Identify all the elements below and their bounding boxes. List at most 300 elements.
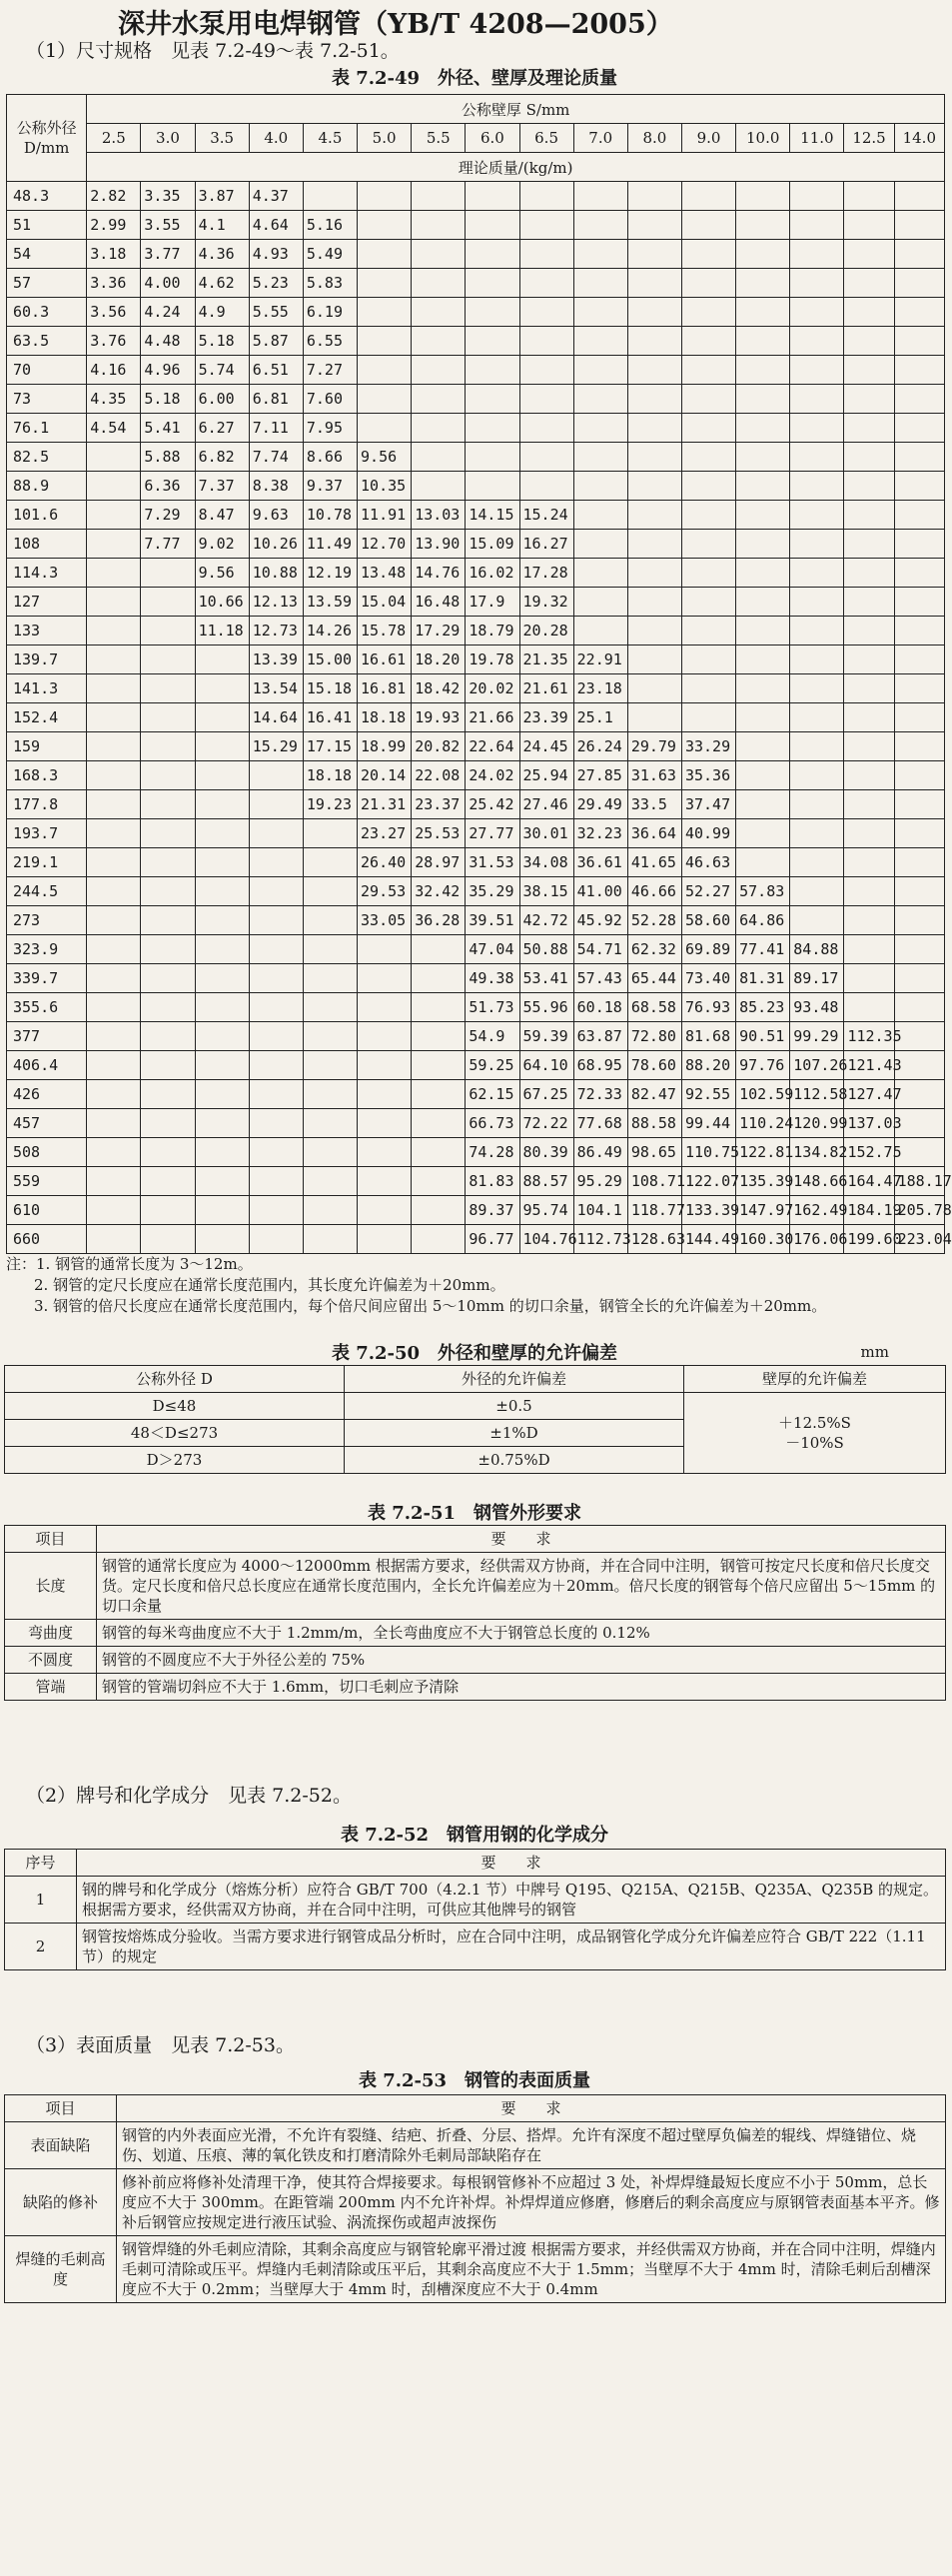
table-row	[7, 1022, 945, 1051]
mass-cell: 107.26	[790, 1051, 844, 1080]
mass-cell	[466, 472, 519, 501]
mass-cell: 62.32	[627, 935, 681, 964]
table-row	[7, 269, 945, 298]
document-title: 深井水泵用电焊钢管（YB/T 4208—2005）	[118, 9, 673, 40]
mass-cell: 122.81	[736, 1138, 790, 1167]
mass-cell	[303, 935, 357, 964]
outer-diameter-cell: 152.4	[7, 703, 87, 732]
mass-cell: 5.87	[249, 327, 303, 356]
mass-cell	[894, 414, 944, 443]
mass-cell	[573, 240, 627, 269]
mass-cell	[303, 1196, 357, 1225]
outer-diameter-cell: 133	[7, 617, 87, 645]
table-row	[7, 848, 945, 877]
mass-cell: 13.48	[358, 559, 412, 588]
mass-cell	[358, 1138, 412, 1167]
mass-cell	[736, 559, 790, 588]
table-row	[7, 790, 945, 819]
mass-cell: 6.00	[195, 385, 249, 414]
mass-cell	[627, 298, 681, 327]
mass-cell	[573, 327, 627, 356]
outer-diameter-cell: 426	[7, 1080, 87, 1109]
mass-cell	[195, 1051, 249, 1080]
mass-cell	[894, 819, 944, 848]
mass-cell: 3.76	[87, 327, 141, 356]
mass-cell: 27.85	[573, 761, 627, 790]
mass-cell: 137.03	[844, 1109, 894, 1138]
mass-cell: 52.28	[627, 906, 681, 935]
mass-cell	[195, 645, 249, 674]
mass-cell	[681, 269, 735, 298]
t53-header-item: 项目	[5, 2095, 117, 2122]
mass-cell	[894, 993, 944, 1022]
mass-cell	[249, 906, 303, 935]
table-row	[7, 1051, 945, 1080]
t51-item-3: 不圆度	[5, 1647, 97, 1674]
mass-cell	[681, 703, 735, 732]
mass-cell	[412, 993, 466, 1022]
mass-cell: 17.28	[519, 559, 573, 588]
table-row	[7, 1109, 945, 1138]
mass-cell: 152.75	[844, 1138, 894, 1167]
mass-cell: 20.82	[412, 732, 466, 761]
mass-cell	[844, 414, 894, 443]
wall-thickness-cell: 6.0	[466, 124, 519, 153]
t50-header-wall-tol: 壁厚的允许偏差	[684, 1366, 946, 1393]
mass-cell	[519, 327, 573, 356]
mass-cell: 16.48	[412, 588, 466, 617]
mass-cell	[790, 761, 844, 790]
mass-cell: 76.93	[681, 993, 735, 1022]
mass-cell: 77.41	[736, 935, 790, 964]
mass-cell	[790, 645, 844, 674]
mass-cell	[358, 269, 412, 298]
mass-cell	[466, 240, 519, 269]
mass-cell	[519, 182, 573, 211]
mass-cell: 16.81	[358, 674, 412, 703]
mass-cell	[894, 674, 944, 703]
outer-diameter-cell: 88.9	[7, 472, 87, 501]
mass-cell	[681, 240, 735, 269]
mass-cell: 49.38	[466, 964, 519, 993]
mass-cell	[790, 906, 844, 935]
mass-cell	[844, 327, 894, 356]
mass-cell: 18.20	[412, 645, 466, 674]
mass-cell	[195, 848, 249, 877]
mass-cell	[141, 732, 195, 761]
mass-cell	[894, 1138, 944, 1167]
wall-thickness-cell: 4.0	[249, 124, 303, 153]
mass-cell: 144.49	[681, 1225, 735, 1254]
outer-diameter-cell: 114.3	[7, 559, 87, 588]
mass-cell: 21.61	[519, 674, 573, 703]
mass-cell	[736, 848, 790, 877]
mass-cell	[249, 790, 303, 819]
mass-cell: 39.51	[466, 906, 519, 935]
outer-diameter-cell: 610	[7, 1196, 87, 1225]
section-3-heading: （3）表面质量 见表 7.2-53。	[26, 2034, 295, 2056]
mass-cell	[303, 993, 357, 1022]
mass-cell: 90.51	[736, 1022, 790, 1051]
mass-cell	[195, 1138, 249, 1167]
mass-cell	[790, 472, 844, 501]
mass-cell	[87, 1022, 141, 1051]
mass-cell	[519, 472, 573, 501]
mass-cell	[894, 1051, 944, 1080]
mass-cell	[627, 588, 681, 617]
mass-cell	[412, 1022, 466, 1051]
mass-cell: 81.31	[736, 964, 790, 993]
mass-cell	[894, 1022, 944, 1051]
mass-cell	[412, 356, 466, 385]
mass-cell	[249, 1080, 303, 1109]
mass-cell	[573, 269, 627, 298]
mass-cell	[573, 385, 627, 414]
mass-cell: 46.66	[627, 877, 681, 906]
mass-cell: 25.53	[412, 819, 466, 848]
mass-cell: 62.15	[466, 1080, 519, 1109]
mass-cell	[736, 211, 790, 240]
mass-cell: 5.83	[303, 269, 357, 298]
mass-cell: 199.60	[844, 1225, 894, 1254]
mass-cell: 11.91	[358, 501, 412, 530]
mass-cell	[519, 211, 573, 240]
mass-cell: 8.38	[249, 472, 303, 501]
mass-cell	[627, 385, 681, 414]
mass-cell: 95.29	[573, 1167, 627, 1196]
mass-cell	[303, 1051, 357, 1080]
table-row	[7, 211, 945, 240]
mass-cell	[894, 906, 944, 935]
outer-diameter-cell: 559	[7, 1167, 87, 1196]
mass-cell	[844, 385, 894, 414]
mass-cell: 23.39	[519, 703, 573, 732]
mass-cell	[412, 385, 466, 414]
mass-cell: 18.99	[358, 732, 412, 761]
mass-cell: 46.63	[681, 848, 735, 877]
mass-cell	[87, 935, 141, 964]
mass-cell	[303, 182, 357, 211]
mass-cell	[141, 1051, 195, 1080]
t51-item-2: 弯曲度	[5, 1620, 97, 1647]
mass-cell	[412, 269, 466, 298]
mass-cell	[894, 559, 944, 588]
mass-cell	[141, 617, 195, 645]
mass-cell: 223.04	[894, 1225, 944, 1254]
mass-cell: 10.88	[249, 559, 303, 588]
mass-cell	[87, 1138, 141, 1167]
mass-cell	[87, 1051, 141, 1080]
mass-cell	[141, 1196, 195, 1225]
mass-cell	[87, 559, 141, 588]
mass-head: 理论质量/(kg/m)	[87, 153, 945, 182]
mass-cell: 23.27	[358, 819, 412, 848]
mass-cell	[87, 761, 141, 790]
outer-diameter-cell: 70	[7, 356, 87, 385]
mass-cell	[303, 906, 357, 935]
mass-cell: 9.37	[303, 472, 357, 501]
mass-cell: 63.87	[573, 1022, 627, 1051]
mass-cell: 188.17	[894, 1167, 944, 1196]
t50-od-2: 48＜D≤273	[5, 1420, 345, 1447]
mass-cell: 3.77	[141, 240, 195, 269]
mass-cell	[249, 848, 303, 877]
mass-cell	[195, 674, 249, 703]
mass-cell	[894, 617, 944, 645]
mass-cell: 12.19	[303, 559, 357, 588]
t51-item-4: 管端	[5, 1674, 97, 1701]
mass-cell: 5.18	[195, 327, 249, 356]
t51-req-4: 钢管的管端切斜应不大于 1.6mm，切口毛刺应予清除	[97, 1674, 946, 1701]
mass-cell: 33.29	[681, 732, 735, 761]
mass-cell: 5.49	[303, 240, 357, 269]
mass-cell: 32.42	[412, 877, 466, 906]
outer-diameter-cell: 168.3	[7, 761, 87, 790]
table-row	[7, 645, 945, 674]
mass-cell: 19.23	[303, 790, 357, 819]
table-row	[7, 240, 945, 269]
mass-cell	[466, 327, 519, 356]
table-52	[4, 1849, 946, 1970]
mass-cell	[627, 414, 681, 443]
mass-cell: 9.56	[195, 559, 249, 588]
t52-req-2: 钢管按熔炼成分验收。当需方要求进行钢管成品分析时，应在合同中注明，成品钢管化学成分允许偏差应符合 GB/T 222（1.11 节）的规定	[77, 1924, 946, 1970]
mass-cell	[412, 472, 466, 501]
wall-thickness-cell: 5.5	[412, 124, 466, 153]
table-row	[7, 1196, 945, 1225]
outer-diameter-cell: 82.5	[7, 443, 87, 472]
t50-tol-1: ±0.5	[345, 1393, 684, 1420]
mass-cell	[87, 501, 141, 530]
mass-cell	[303, 848, 357, 877]
t52-header-no: 序号	[5, 1850, 77, 1877]
mass-cell: 5.55	[249, 298, 303, 327]
mass-cell: 33.05	[358, 906, 412, 935]
table-row	[7, 588, 945, 617]
mass-cell	[412, 1109, 466, 1138]
mass-cell	[87, 1167, 141, 1196]
mass-cell	[303, 964, 357, 993]
mass-cell	[195, 1022, 249, 1051]
mass-cell	[736, 356, 790, 385]
mass-cell: 20.02	[466, 674, 519, 703]
t50-tol-2: ±1%D	[345, 1420, 684, 1447]
mass-cell: 164.47	[844, 1167, 894, 1196]
mass-cell: 26.24	[573, 732, 627, 761]
mass-cell	[358, 240, 412, 269]
mass-cell	[844, 993, 894, 1022]
mass-cell: 15.78	[358, 617, 412, 645]
mass-cell	[894, 240, 944, 269]
t50-header-od: 公称外径 D	[5, 1366, 345, 1393]
outer-diameter-cell: 457	[7, 1109, 87, 1138]
mass-cell	[736, 269, 790, 298]
mass-cell	[141, 935, 195, 964]
mass-cell: 92.55	[681, 1080, 735, 1109]
mass-cell	[736, 530, 790, 559]
mass-cell: 14.26	[303, 617, 357, 645]
mass-cell	[412, 298, 466, 327]
mass-cell	[844, 559, 894, 588]
mass-cell	[303, 1080, 357, 1109]
mass-cell: 15.09	[466, 530, 519, 559]
mass-cell: 15.00	[303, 645, 357, 674]
mass-cell: 7.74	[249, 443, 303, 472]
mass-cell: 8.47	[195, 501, 249, 530]
table-row	[7, 385, 945, 414]
mass-cell	[195, 790, 249, 819]
t52-header-req: 要 求	[77, 1850, 946, 1877]
section-2-heading: （2）牌号和化学成分 见表 7.2-52。	[26, 1785, 352, 1807]
mass-cell	[249, 1196, 303, 1225]
mass-cell: 68.58	[627, 993, 681, 1022]
mass-cell	[87, 906, 141, 935]
table-row	[7, 327, 945, 356]
t52-req-1: 钢的牌号和化学成分（熔炼分析）应符合 GB/T 700（4.2.1 节）中牌号 Q195、Q215A、Q215B、Q235A、Q235B 的规定。根据需方要求，经供需双方协商，并在合同中注明，可供应其他牌号的钢管	[77, 1877, 946, 1924]
mass-cell	[412, 414, 466, 443]
outer-diameter-cell: 108	[7, 530, 87, 559]
mass-cell	[573, 182, 627, 211]
mass-cell: 6.51	[249, 356, 303, 385]
mass-cell	[844, 906, 894, 935]
mass-cell: 4.24	[141, 298, 195, 327]
outer-diameter-cell: 219.1	[7, 848, 87, 877]
mass-cell: 2.82	[87, 182, 141, 211]
mass-cell	[141, 790, 195, 819]
mass-cell: 112.73	[573, 1225, 627, 1254]
mass-cell: 7.95	[303, 414, 357, 443]
mass-cell	[681, 182, 735, 211]
mass-cell	[141, 588, 195, 617]
mass-cell	[519, 298, 573, 327]
mass-cell: 77.68	[573, 1109, 627, 1138]
outer-diameter-cell: 273	[7, 906, 87, 935]
mass-cell: 99.29	[790, 1022, 844, 1051]
mass-cell: 89.37	[466, 1196, 519, 1225]
mass-cell	[141, 1022, 195, 1051]
mass-cell: 93.48	[790, 993, 844, 1022]
mass-cell	[358, 298, 412, 327]
mass-cell: 59.39	[519, 1022, 573, 1051]
mass-cell: 16.61	[358, 645, 412, 674]
mass-cell	[736, 617, 790, 645]
table-52-caption: 表 7.2-52 钢管用钢的化学成分	[340, 1825, 609, 1846]
t53-item-1: 表面缺陷	[5, 2122, 117, 2169]
mass-cell	[681, 298, 735, 327]
mass-cell	[894, 588, 944, 617]
mass-cell	[141, 559, 195, 588]
t52-no-1: 1	[5, 1877, 77, 1924]
mass-cell: 19.78	[466, 645, 519, 674]
outer-diameter-cell: 139.7	[7, 645, 87, 674]
mass-cell: 85.23	[736, 993, 790, 1022]
mass-cell: 3.36	[87, 269, 141, 298]
t53-header-req: 要 求	[117, 2095, 946, 2122]
mass-cell: 9.56	[358, 443, 412, 472]
outer-diameter-cell: 244.5	[7, 877, 87, 906]
mass-cell: 4.00	[141, 269, 195, 298]
mass-cell	[681, 674, 735, 703]
mass-cell	[519, 443, 573, 472]
mass-cell: 22.08	[412, 761, 466, 790]
mass-cell	[790, 559, 844, 588]
mass-cell: 98.65	[627, 1138, 681, 1167]
mass-cell	[358, 1109, 412, 1138]
mass-cell: 74.28	[466, 1138, 519, 1167]
mass-cell	[844, 501, 894, 530]
mass-cell: 21.35	[519, 645, 573, 674]
mass-cell: 134.82	[790, 1138, 844, 1167]
mass-cell: 54.71	[573, 935, 627, 964]
mass-cell	[195, 906, 249, 935]
mass-cell	[844, 472, 894, 501]
t53-req-2: 修补前应将修补处清理干净，使其符合焊接要求。每根钢管修补不应超过 3 处，补焊焊缝最短长度应不小于 50mm，总长度应不大于 300mm。在距管端 200mm 内不允许补焊。补焊焊道应修磨，修磨后的剩余高度应与原钢管表面基本平齐。修补后钢管应按规定进行液压试验、涡流探伤或超声波探伤	[117, 2169, 946, 2236]
mass-cell	[87, 617, 141, 645]
mass-cell	[358, 993, 412, 1022]
outer-diameter-cell: 355.6	[7, 993, 87, 1022]
table-row	[7, 559, 945, 588]
mass-cell	[894, 356, 944, 385]
mass-cell: 24.45	[519, 732, 573, 761]
mass-cell: 57.83	[736, 877, 790, 906]
mass-cell	[627, 327, 681, 356]
mass-cell: 54.9	[466, 1022, 519, 1051]
mass-cell: 73.40	[681, 964, 735, 993]
mass-cell	[303, 1225, 357, 1254]
mass-cell	[790, 356, 844, 385]
mass-cell	[736, 761, 790, 790]
mass-cell: 59.25	[466, 1051, 519, 1080]
mass-cell: 65.44	[627, 964, 681, 993]
outer-diameter-cell: 339.7	[7, 964, 87, 993]
mass-cell	[519, 414, 573, 443]
mass-cell	[573, 501, 627, 530]
outer-diameter-cell: 193.7	[7, 819, 87, 848]
outer-diameter-cell: 57	[7, 269, 87, 298]
mass-cell	[573, 298, 627, 327]
mass-cell: 16.41	[303, 703, 357, 732]
mass-cell	[573, 443, 627, 472]
mass-cell	[412, 182, 466, 211]
table-row	[7, 298, 945, 327]
mass-cell	[844, 443, 894, 472]
mass-cell	[412, 1225, 466, 1254]
mass-cell	[894, 790, 944, 819]
mass-cell: 26.40	[358, 848, 412, 877]
mass-cell: 38.15	[519, 877, 573, 906]
mass-cell: 96.77	[466, 1225, 519, 1254]
mass-cell	[195, 993, 249, 1022]
mass-cell	[141, 1225, 195, 1254]
mass-cell	[894, 761, 944, 790]
mass-cell: 10.66	[195, 588, 249, 617]
mass-cell: 4.36	[195, 240, 249, 269]
mass-cell	[790, 703, 844, 732]
mass-cell: 72.22	[519, 1109, 573, 1138]
mass-cell	[894, 964, 944, 993]
mass-cell: 6.27	[195, 414, 249, 443]
mass-cell: 3.18	[87, 240, 141, 269]
wall-thickness-cell: 4.5	[303, 124, 357, 153]
mass-cell: 81.68	[681, 1022, 735, 1051]
mass-cell: 14.64	[249, 703, 303, 732]
mass-cell	[736, 819, 790, 848]
mass-cell	[894, 935, 944, 964]
mass-cell: 121.43	[844, 1051, 894, 1080]
mass-cell	[844, 674, 894, 703]
mass-cell	[844, 935, 894, 964]
mass-cell	[790, 819, 844, 848]
